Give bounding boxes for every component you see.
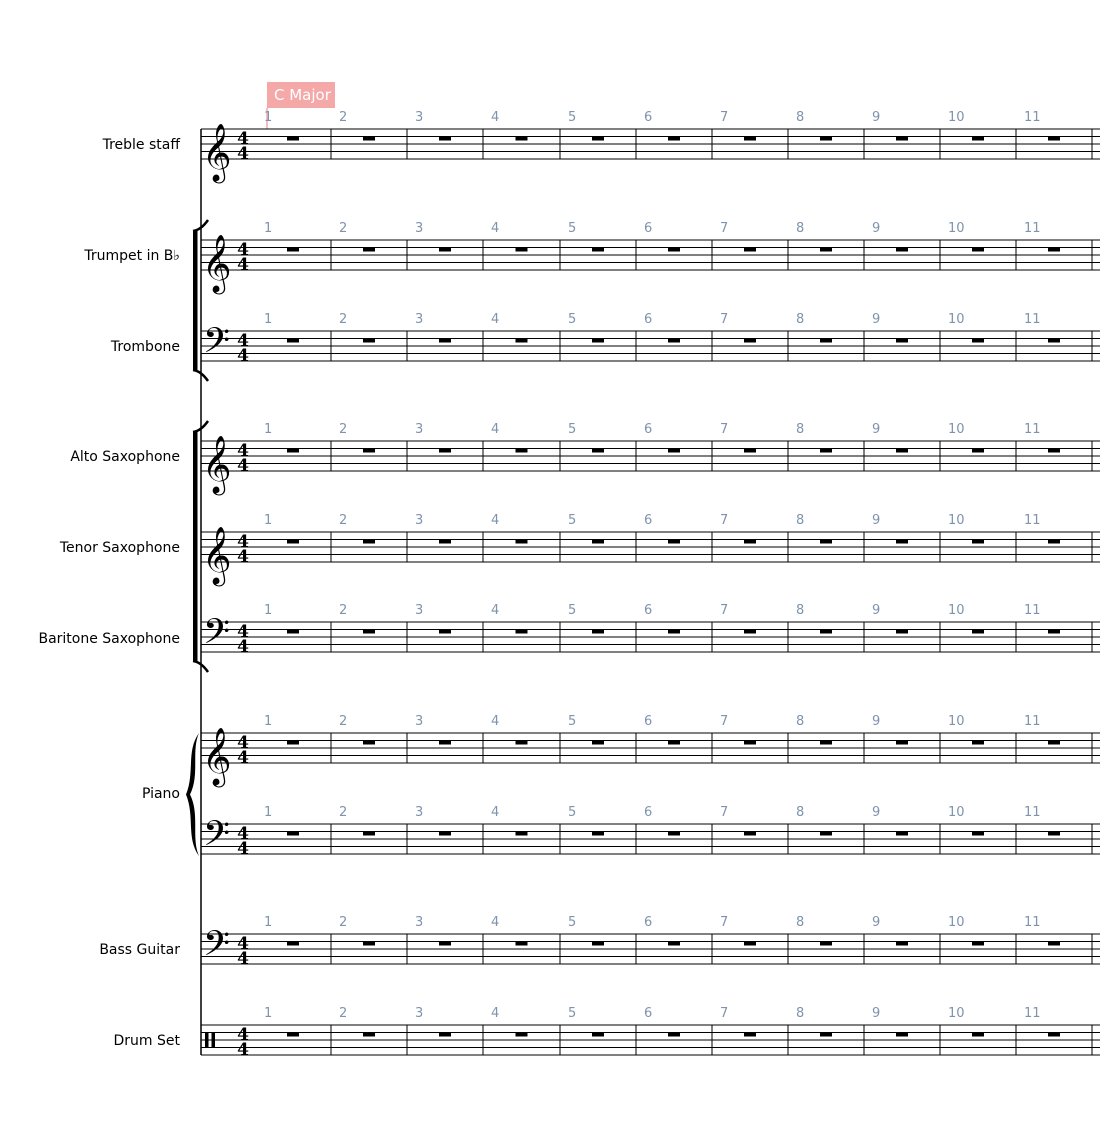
instrument-name[interactable]: Drum Set [113, 1033, 180, 1049]
measure-number: 11 [1024, 714, 1041, 729]
measure[interactable] [1017, 1023, 1091, 1057]
measure[interactable] [408, 238, 482, 272]
measure[interactable] [789, 932, 863, 966]
measure-number: 7 [720, 805, 729, 820]
measure-number: 6 [644, 603, 653, 618]
measure-number: 10 [948, 915, 965, 930]
measure[interactable] [332, 439, 406, 473]
measure-number: 11 [1024, 1006, 1041, 1021]
measure-number: 1 [264, 221, 273, 236]
measure-number: 1 [264, 805, 273, 820]
time-signature-bottom: 4 [237, 1040, 249, 1060]
measure[interactable] [713, 731, 787, 765]
measure[interactable] [637, 530, 711, 564]
time-signature-bottom: 4 [237, 637, 249, 657]
measure-number: 7 [720, 221, 729, 236]
measure-number: 10 [948, 422, 965, 437]
time-signature-top: 4 [237, 934, 249, 954]
measure-number: 4 [491, 422, 500, 437]
measure-number: 1 [264, 603, 273, 618]
measure[interactable] [865, 932, 939, 966]
measure[interactable] [637, 1023, 711, 1057]
measure[interactable] [257, 530, 330, 564]
measure[interactable] [941, 329, 1015, 363]
measure-number: 11 [1024, 513, 1041, 528]
measure[interactable] [713, 127, 787, 161]
time-signature-top: 4 [237, 1025, 249, 1045]
staff [201, 422, 1100, 496]
measure[interactable] [484, 1023, 559, 1057]
measure-number: 9 [872, 714, 881, 729]
measure[interactable] [257, 238, 330, 272]
measure-number: 4 [491, 1006, 500, 1021]
measure[interactable] [332, 932, 406, 966]
measure[interactable] [332, 822, 406, 856]
measure[interactable] [257, 1023, 330, 1057]
measure-number: 7 [720, 603, 729, 618]
instrument-name[interactable]: Baritone Saxophone [38, 631, 180, 647]
measure-number: 10 [948, 603, 965, 618]
measure[interactable] [865, 822, 939, 856]
measure[interactable] [713, 238, 787, 272]
time-signature-top: 4 [237, 441, 249, 461]
measure[interactable] [713, 822, 787, 856]
percussion-clef-bar [205, 1033, 209, 1048]
bass-clef-icon: 𝄢 [203, 923, 231, 972]
instrument-name[interactable]: Piano [141, 786, 180, 802]
measure-number: 5 [568, 714, 577, 729]
measure-number: 3 [415, 513, 424, 528]
time-signature-bottom: 4 [237, 255, 249, 275]
measure[interactable] [408, 530, 482, 564]
measure-number: 6 [644, 1006, 653, 1021]
measure[interactable] [408, 620, 482, 654]
time-signature-bottom: 4 [237, 144, 249, 164]
measure-number: 6 [644, 805, 653, 820]
measure[interactable] [408, 439, 482, 473]
instrument-name[interactable]: Trombone [110, 339, 180, 355]
measure-number: 5 [568, 805, 577, 820]
measure-number: 6 [644, 110, 653, 125]
measure[interactable] [713, 329, 787, 363]
measure[interactable] [789, 439, 863, 473]
measure[interactable] [789, 620, 863, 654]
brace-shape [186, 733, 199, 856]
bass-clef-icon: 𝄢 [203, 611, 231, 660]
measure[interactable] [865, 439, 939, 473]
bracket-bar [193, 432, 198, 661]
measure-number: 11 [1024, 805, 1041, 820]
measure[interactable] [561, 329, 635, 363]
measure-number: 6 [644, 221, 653, 236]
measure[interactable] [408, 731, 482, 765]
measure[interactable] [561, 127, 635, 161]
measure[interactable] [1017, 329, 1091, 363]
measure[interactable] [865, 127, 939, 161]
measure[interactable] [789, 127, 863, 161]
measure[interactable] [789, 731, 863, 765]
measure-number: 9 [872, 1006, 881, 1021]
measure-number: 10 [948, 1006, 965, 1021]
staff [201, 603, 1100, 660]
measure-number: 1 [264, 513, 273, 528]
measure[interactable] [865, 1023, 939, 1057]
measure[interactable] [484, 439, 559, 473]
staff [201, 312, 1100, 369]
treble-clef-icon: 𝄞 [202, 123, 232, 181]
measure[interactable] [865, 530, 939, 564]
measure[interactable] [713, 1023, 787, 1057]
measure-number: 5 [568, 110, 577, 125]
measure-number: 9 [872, 805, 881, 820]
measure-number: 1 [264, 422, 273, 437]
measure-number: 8 [796, 805, 805, 820]
measure[interactable] [713, 530, 787, 564]
time-signature-top: 4 [237, 532, 249, 552]
measure[interactable] [941, 731, 1015, 765]
time-signature-bottom: 4 [237, 949, 249, 969]
measure[interactable] [941, 620, 1015, 654]
measure-number: 8 [796, 1006, 805, 1021]
measure-number: 4 [491, 915, 500, 930]
measure-number: 2 [339, 1006, 348, 1021]
time-signature-bottom: 4 [237, 547, 249, 567]
measure-number: 8 [796, 110, 805, 125]
measure[interactable] [484, 620, 559, 654]
measure-number: 6 [644, 915, 653, 930]
measure-number: 1 [264, 1006, 273, 1021]
time-signature-top: 4 [237, 824, 249, 844]
measure-number: 7 [720, 110, 729, 125]
measure-number: 7 [720, 915, 729, 930]
measure-number: 10 [948, 513, 965, 528]
measure-number: 11 [1024, 915, 1041, 930]
staff [201, 110, 1100, 184]
measure-number: 4 [491, 312, 500, 327]
measure-number: 3 [415, 805, 424, 820]
measure-number: 3 [415, 110, 424, 125]
measure-number: 3 [415, 221, 424, 236]
measure[interactable] [257, 620, 330, 654]
measure-number: 11 [1024, 603, 1041, 618]
measure[interactable] [713, 439, 787, 473]
measure-number: 4 [491, 110, 500, 125]
measure[interactable] [332, 238, 406, 272]
time-signature-top: 4 [237, 129, 249, 149]
instrument-name[interactable]: Alto Saxophone [70, 449, 180, 465]
measure-number: 2 [339, 915, 348, 930]
treble-clef-icon: 𝄞 [202, 727, 232, 785]
measure[interactable] [561, 530, 635, 564]
measure-number: 8 [796, 714, 805, 729]
measure[interactable] [865, 620, 939, 654]
measure-number: 11 [1024, 110, 1041, 125]
measure-number: 4 [491, 714, 500, 729]
measure-number: 6 [644, 714, 653, 729]
measure[interactable] [332, 731, 406, 765]
measure[interactable] [637, 731, 711, 765]
measure-number: 4 [491, 603, 500, 618]
treble-clef-icon: 𝄞 [202, 526, 232, 584]
measure[interactable] [713, 620, 787, 654]
measure[interactable] [561, 238, 635, 272]
measure-number: 1 [264, 915, 273, 930]
measure-number: 7 [720, 422, 729, 437]
measure-number: 8 [796, 221, 805, 236]
measure[interactable] [637, 932, 711, 966]
measure-number: 9 [872, 603, 881, 618]
measure[interactable] [408, 127, 482, 161]
measure[interactable] [637, 439, 711, 473]
measure[interactable] [637, 822, 711, 856]
measure-number: 8 [796, 422, 805, 437]
measure-number: 3 [415, 915, 424, 930]
measure[interactable] [789, 329, 863, 363]
measure[interactable] [484, 932, 559, 966]
measure-number: 5 [568, 513, 577, 528]
measure-number: 3 [415, 312, 424, 327]
measure-number: 6 [644, 312, 653, 327]
measure[interactable] [637, 127, 711, 161]
measure[interactable] [408, 822, 482, 856]
measure[interactable] [789, 530, 863, 564]
measure[interactable] [1017, 620, 1091, 654]
measure-number: 3 [415, 603, 424, 618]
measure-number: 2 [339, 221, 348, 236]
measure[interactable] [257, 439, 330, 473]
measure-number: 10 [948, 110, 965, 125]
measure-number: 11 [1024, 221, 1041, 236]
measure[interactable] [257, 127, 330, 161]
measure[interactable] [1017, 822, 1091, 856]
key-signature-tag[interactable] [267, 82, 335, 129]
staff [201, 513, 1100, 587]
treble-clef-icon: 𝄞 [202, 435, 232, 493]
measure[interactable] [332, 1023, 406, 1057]
measure-number: 3 [415, 1006, 424, 1021]
key-signature-label: C Major [274, 86, 331, 104]
measure-number: 6 [644, 513, 653, 528]
time-signature-bottom: 4 [237, 456, 249, 476]
measure[interactable] [941, 238, 1015, 272]
measure[interactable] [561, 822, 635, 856]
measure[interactable] [332, 530, 406, 564]
measure-number: 8 [796, 312, 805, 327]
staff [201, 714, 1100, 788]
measure-number: 2 [339, 714, 348, 729]
measure[interactable] [941, 127, 1015, 161]
measure-number: 4 [491, 513, 500, 528]
measure[interactable] [941, 822, 1015, 856]
measure[interactable] [713, 932, 787, 966]
measure[interactable] [484, 822, 559, 856]
measure[interactable] [1017, 127, 1091, 161]
time-signature-top: 4 [237, 240, 249, 260]
measure[interactable] [561, 932, 635, 966]
measure[interactable] [561, 620, 635, 654]
measure[interactable] [637, 238, 711, 272]
measure-number: 2 [339, 422, 348, 437]
time-signature-top: 4 [237, 733, 249, 753]
measure[interactable] [789, 1023, 863, 1057]
measure-number: 3 [415, 422, 424, 437]
measure[interactable] [1017, 439, 1091, 473]
measure-number: 8 [796, 603, 805, 618]
measure[interactable] [561, 1023, 635, 1057]
measure-number: 9 [872, 110, 881, 125]
measure[interactable] [865, 731, 939, 765]
measure[interactable] [1017, 238, 1091, 272]
measure[interactable] [865, 238, 939, 272]
measure[interactable] [941, 932, 1015, 966]
measure-number: 7 [720, 312, 729, 327]
staff-systems [38, 110, 1100, 1060]
measure-number: 10 [948, 221, 965, 236]
time-signature-top: 4 [237, 331, 249, 351]
measure-number: 4 [491, 805, 500, 820]
measure[interactable] [789, 238, 863, 272]
instrument-name[interactable]: Treble staff [102, 137, 180, 153]
measure-number: 9 [872, 915, 881, 930]
measure[interactable] [257, 822, 330, 856]
measure[interactable] [1017, 731, 1091, 765]
measure[interactable] [408, 932, 482, 966]
measure-number: 5 [568, 1006, 577, 1021]
piano-brace [186, 733, 199, 856]
measure[interactable] [332, 620, 406, 654]
measure-number: 7 [720, 1006, 729, 1021]
measure-number: 5 [568, 603, 577, 618]
time-signature-bottom: 4 [237, 839, 249, 859]
measure-number: 1 [264, 110, 273, 125]
staff [201, 915, 1100, 972]
measure[interactable] [484, 127, 559, 161]
measure-number: 3 [415, 714, 424, 729]
measure[interactable] [561, 731, 635, 765]
instrument-name[interactable]: Tenor Saxophone [59, 540, 180, 556]
time-signature-bottom: 4 [237, 346, 249, 366]
measure-number: 2 [339, 110, 348, 125]
measure[interactable] [484, 238, 559, 272]
bass-clef-icon: 𝄢 [203, 813, 231, 862]
measure[interactable] [1017, 530, 1091, 564]
percussion-clef-bar [212, 1033, 216, 1048]
measure-number: 10 [948, 805, 965, 820]
measure-number: 2 [339, 805, 348, 820]
measure-number: 7 [720, 714, 729, 729]
bass-clef-icon: 𝄢 [203, 320, 231, 369]
measure-number: 10 [948, 714, 965, 729]
measure-number: 11 [1024, 422, 1041, 437]
measure-number: 7 [720, 513, 729, 528]
measure-number: 2 [339, 513, 348, 528]
measure-number: 4 [491, 221, 500, 236]
staff [201, 805, 1100, 862]
staff [201, 1006, 1100, 1060]
measure[interactable] [789, 822, 863, 856]
measure-number: 2 [339, 312, 348, 327]
measure[interactable] [332, 329, 406, 363]
measure[interactable] [257, 731, 330, 765]
measure[interactable] [257, 932, 330, 966]
measure-number: 9 [872, 513, 881, 528]
measure[interactable] [637, 329, 711, 363]
measure[interactable] [484, 329, 559, 363]
treble-clef-icon: 𝄞 [202, 234, 232, 292]
measure[interactable] [637, 620, 711, 654]
measure-number: 5 [568, 312, 577, 327]
measure-number: 5 [568, 221, 577, 236]
measure[interactable] [408, 1023, 482, 1057]
measure[interactable] [257, 329, 330, 363]
measure-number: 1 [264, 714, 273, 729]
measure[interactable] [332, 127, 406, 161]
instrument-name[interactable]: Bass Guitar [99, 942, 180, 958]
measure[interactable] [865, 329, 939, 363]
measure-number: 8 [796, 513, 805, 528]
measure-number: 10 [948, 312, 965, 327]
measure-number: 8 [796, 915, 805, 930]
measure-number: 5 [568, 915, 577, 930]
measure[interactable] [561, 439, 635, 473]
measure-number: 9 [872, 312, 881, 327]
measure-number: 11 [1024, 312, 1041, 327]
measure-number: 2 [339, 603, 348, 618]
time-signature-top: 4 [237, 622, 249, 642]
measure[interactable] [484, 530, 559, 564]
measure[interactable] [484, 731, 559, 765]
time-signature-bottom: 4 [237, 748, 249, 768]
measure-number: 9 [872, 221, 881, 236]
instrument-name[interactable]: Trumpet in B♭ [84, 248, 180, 264]
measure[interactable] [1017, 932, 1091, 966]
measure-number: 5 [568, 422, 577, 437]
measure[interactable] [408, 329, 482, 363]
bracket-bar [193, 231, 198, 370]
measure-number: 9 [872, 422, 881, 437]
measure-number: 6 [644, 422, 653, 437]
measure[interactable] [941, 1023, 1015, 1057]
measure[interactable] [941, 530, 1015, 564]
measure[interactable] [941, 439, 1015, 473]
staff [201, 221, 1100, 295]
measure-number: 1 [264, 312, 273, 327]
